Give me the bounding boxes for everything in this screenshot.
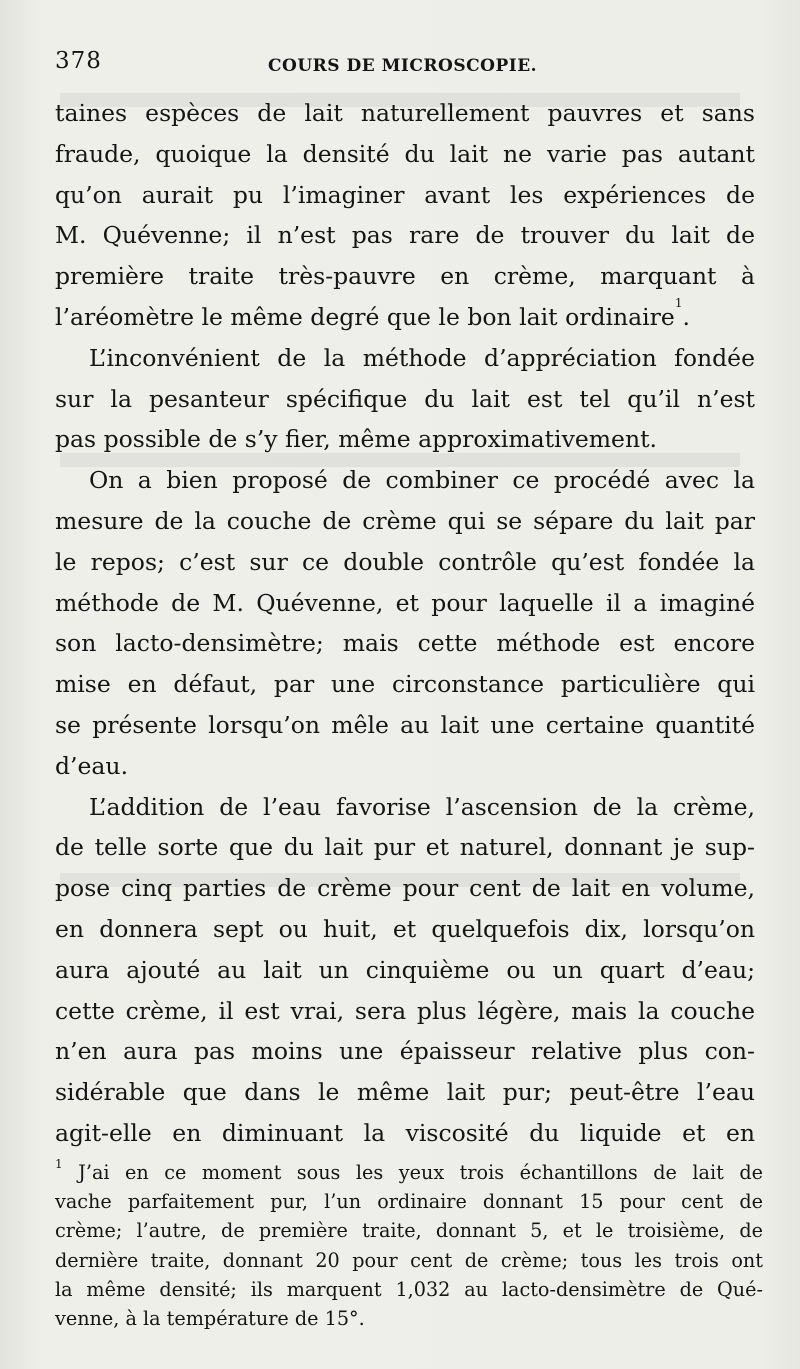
- paragraph-start-line: On a bien proposé de combiner ce procédé avec la: [89, 466, 755, 495]
- footnote-line: dernière traite, donnant 20 pour cent de crème; tous les trois ont: [55, 1248, 763, 1272]
- body-line: se présente lorsqu’on mêle au lait une certaine quantité: [55, 710, 755, 739]
- footnote-line: vache parfaitement pur, l’un ordinaire donnant 15 pour cent de: [55, 1190, 763, 1214]
- body-line: sur la pesanteur spécifique du lait est tel qu’il n’est: [55, 384, 755, 413]
- footnote-line: la même densité; ils marquent 1,032 au lacto-densimètre de Qué-: [55, 1277, 763, 1301]
- body-line: pose cinq parties de crème pour cent de lait en volume,: [55, 874, 755, 903]
- body-line: agit-elle en diminuant la viscosité du liquide et en: [55, 1118, 755, 1147]
- body-line: sidérable que dans le même lait pur; peut-être l’eau: [55, 1078, 755, 1107]
- paragraph-start-line: L’inconvénient de la méthode d’appréciation fondée: [89, 343, 755, 372]
- body-line: n’en aura pas moins une épaisseur relative plus con-: [55, 1037, 755, 1066]
- footnote-line-text: J’ai en ce moment sous les yeux trois échantillons de lait de: [78, 1161, 763, 1184]
- body-line: M. Quévenne; il n’est pas rare de trouver du lait de: [55, 221, 755, 250]
- body-line: en donnera sept ou huit, et quelquefois dix, lorsqu’on: [55, 914, 755, 943]
- footnote-line: crème; l’autre, de première traite, donnant 5, et le troisième, de: [55, 1219, 763, 1243]
- page-number: 378: [55, 48, 102, 74]
- body-line: cette crème, il est vrai, sera plus légère, mais la couche: [55, 996, 755, 1025]
- body-line: qu’on aurait pu l’imaginer avant les expériences de: [55, 180, 755, 209]
- running-title: COURS DE MICROSCOPIE.: [268, 56, 538, 76]
- body-line: fraude, quoique la densité du lait ne varie pas autant: [55, 139, 755, 168]
- body-line: taines espèces de lait naturellement pauvres et sans: [55, 99, 755, 127]
- body-line: aura ajouté au lait un cinquième ou un quart d’eau;: [55, 955, 755, 984]
- body-line: méthode de M. Quévenne, et pour laquelle il a imaginé: [55, 588, 755, 617]
- body-line: le repos; c’est sur ce double contrôle qu’est fondée la: [55, 547, 755, 576]
- body-line-with-footnote-ref: [55, 297, 755, 338]
- page-header: [55, 48, 755, 88]
- footnote-marker: 1: [55, 1157, 63, 1171]
- body-line: de telle sorte que du lait pur et naturel, donnant je sup-: [55, 833, 755, 862]
- body-line: première traite très-pauvre en crème, marquant à: [55, 262, 755, 291]
- footnote-line: [55, 1158, 763, 1187]
- body-text: [55, 93, 755, 1154]
- body-line-text: l’aréomètre le même degré que le bon lait ordinaire: [55, 302, 675, 331]
- body-line: mesure de la couche de crème qui se sépare du lait par: [55, 506, 755, 535]
- footnote-reference: 1: [674, 295, 683, 310]
- footnote-line: venne, à la température de 15°.: [55, 1306, 365, 1330]
- body-line: mise en défaut, par une circonstance particulière qui: [55, 670, 755, 699]
- body-line-end-punctuation: .: [682, 302, 690, 331]
- body-line: pas possible de s’y fier, même approximativement.: [55, 425, 657, 454]
- paragraph-start-line: L’addition de l’eau favorise l’ascension de la crème,: [89, 792, 755, 821]
- body-line: d’eau.: [55, 751, 129, 780]
- footnote: [55, 1158, 763, 1333]
- body-line: son lacto-densimètre; mais cette méthode est encore: [55, 629, 755, 658]
